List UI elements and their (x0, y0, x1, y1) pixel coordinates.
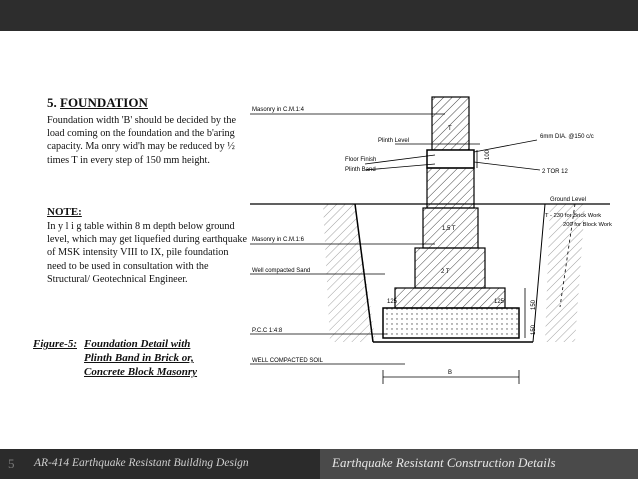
label-tor: 2 TOR 12 (542, 169, 568, 175)
step-2t (415, 248, 485, 288)
label-bar-dia: 6mm DIA. @150 c/c (540, 134, 594, 140)
course-title: AR-414 Earthquake Resistant Building Design (34, 457, 249, 469)
section-number: 5. (47, 95, 57, 110)
figure-label: Figure-5: (33, 338, 77, 350)
pcc-layer (383, 308, 519, 338)
caption-line-1: Foundation Detail with (84, 338, 191, 350)
label-h150a: 150 (531, 299, 537, 310)
label-125-left: 125 (387, 299, 398, 305)
label-masonry-cm14: Masonry in C.M.1:4 (252, 107, 305, 113)
wall-lower (427, 168, 474, 208)
label-pcc: P.C.C 1:4:8 (252, 328, 283, 334)
plinth-band-rect (427, 150, 474, 168)
label-t15: 1.5 T (442, 226, 456, 232)
foundation-diagram (245, 92, 613, 387)
label-t2: 2 T (441, 269, 450, 275)
wall-upper (432, 97, 469, 150)
label-t-spec-1: T - 230 for Brick Work (545, 213, 602, 219)
footer-topic-panel (320, 449, 638, 479)
label-125-right: 125 (494, 299, 505, 305)
footer-bar (0, 449, 638, 479)
label-plinth-band: Plinth Band (345, 167, 376, 173)
note-paragraph: In y l i g table within 8 m depth below ground level, which may get liquefied during earthquake of MSK intensity VIII to IX, pile foundation need to be used in consultation with the Structural/ Geotechnical Engineer. (47, 221, 247, 285)
label-h150b: 150 (531, 324, 537, 335)
label-floor-finish: Floor Finish (345, 157, 377, 163)
slide-number: 5 (8, 456, 15, 471)
caption-line-2: Plinth Band in Brick or, (84, 352, 194, 364)
label-t-spec-2: 200 for Block Work (563, 222, 612, 228)
section-heading (47, 95, 148, 111)
label-masonry-cm16: Masonry in C.M.1:6 (252, 237, 305, 243)
label-plinth-level: Plinth Level (378, 138, 410, 144)
foundation-paragraph: Foundation width 'B' should be decided by the load coming on the foundation and the b'aring capacity. Ma onry wid'h may be reduced by ½ times T in every step of 150 mm height. (47, 115, 237, 166)
caption-line-3: Concrete Block Masonry (84, 366, 198, 378)
label-h100: 100 (485, 149, 491, 160)
label-soil: WELL COMPACTED SOIL (252, 358, 324, 364)
note-label: NOTE: (47, 206, 82, 218)
label-t-top: T (448, 126, 452, 132)
top-bar (0, 0, 638, 31)
topic-title: Earthquake Resistant Construction Details (332, 455, 556, 470)
step-bottom (395, 288, 505, 308)
label-ground-level: Ground Level (550, 197, 587, 203)
label-well-sand: Well compacted Sand (252, 268, 311, 274)
section-title: FOUNDATION (60, 95, 148, 110)
soil-left (323, 204, 375, 342)
label-b-width: B (448, 370, 453, 376)
